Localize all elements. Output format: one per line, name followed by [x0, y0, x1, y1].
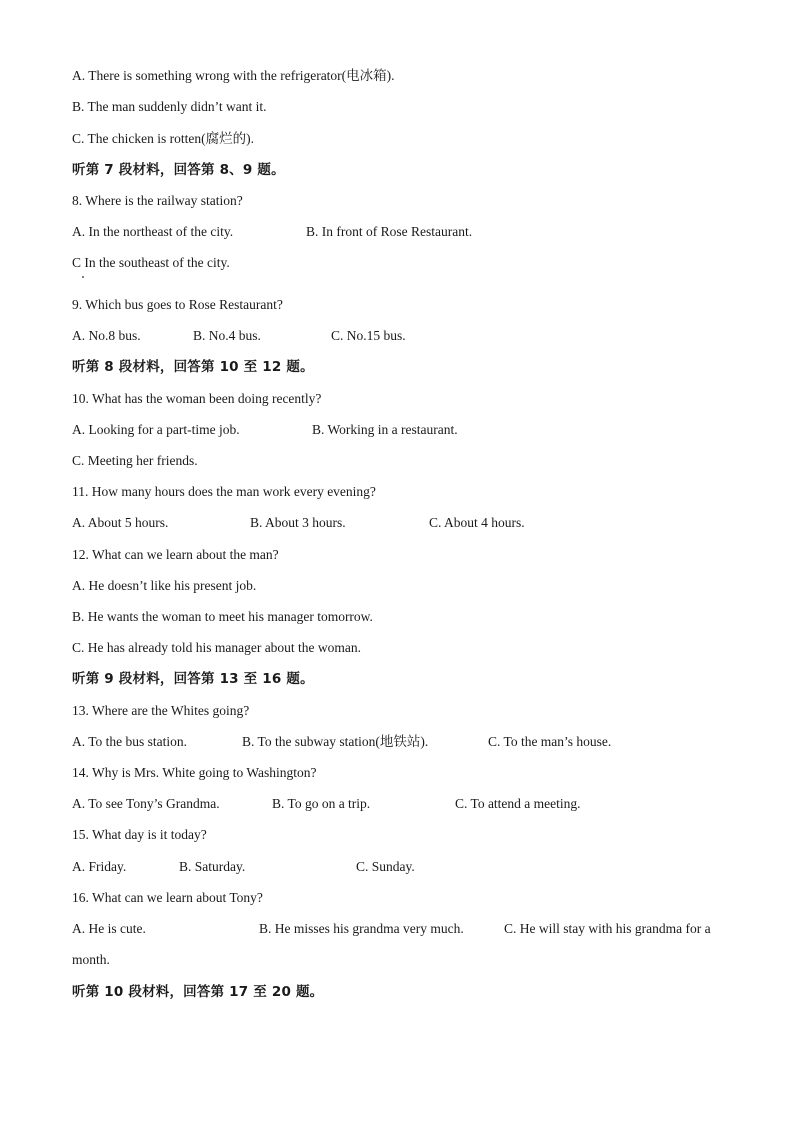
q16-question: 16. What can we learn about Tony?	[72, 890, 263, 905]
q9-option-b: B. No.4 bus.	[193, 328, 261, 343]
q11-question: 11. How many hours does the man work every evening?	[72, 484, 376, 499]
q13-question: 13. Where are the Whites going?	[72, 703, 250, 718]
q8-option-c: C In the southeast of the city.	[72, 255, 230, 270]
q16-option-c: C. He will stay with his grandma for a	[504, 921, 711, 936]
q13-option-c: C. To the man’s house.	[488, 734, 612, 749]
q10-option-b: B. Working in a restaurant.	[312, 422, 458, 437]
q11-option-a: A. About 5 hours.	[72, 515, 169, 530]
q9-question: 9. Which bus goes to Rose Restaurant?	[72, 297, 283, 312]
q9-option-c: C. No.15 bus.	[331, 328, 406, 343]
q9-option-a: A. No.8 bus.	[72, 328, 141, 343]
q15-option-b: B. Saturday.	[179, 859, 246, 874]
q7-option-c: C. The chicken is rotten(腐烂的).	[72, 131, 254, 146]
q12-option-c: C. He has already told his manager about the woman.	[72, 640, 362, 655]
q16-option-b: B. He misses his grandma very much.	[259, 921, 464, 936]
q13-option-a: A. To the bus station.	[72, 734, 188, 749]
q16-option-a: A. He is cute.	[72, 921, 146, 936]
q16-option-c-continued: month.	[72, 952, 110, 967]
q14-question: 14. Why is Mrs. White going to Washington?	[72, 765, 317, 780]
q15-option-a: A. Friday.	[72, 859, 127, 874]
section-heading-8: 听第 8 段材料，回答第 10 至 12 题。	[72, 359, 314, 375]
q7-option-a: A. There is something wrong with the refrigerator(电冰箱).	[72, 68, 395, 83]
q14-option-a: A. To see Tony’s Grandma.	[72, 796, 220, 811]
q13-option-b: B. To the subway station(地铁站).	[242, 734, 429, 749]
q10-option-a: A. Looking for a part-time job.	[72, 422, 240, 437]
q11-option-c: C. About 4 hours.	[429, 515, 525, 530]
section-heading-10: 听第 10 段材料，回答第 17 至 20 题。	[72, 984, 324, 1000]
q8-option-a: A. In the northeast of the city.	[72, 224, 234, 239]
q15-question: 15. What day is it today?	[72, 827, 207, 842]
section-heading-7: 听第 7 段材料，回答第 8、9 题。	[72, 162, 285, 178]
q10-option-c: C. Meeting her friends.	[72, 453, 198, 468]
q12-option-a: A. He doesn’t like his present job.	[72, 578, 257, 593]
q14-option-c: C. To attend a meeting.	[455, 796, 581, 811]
q12-question: 12. What can we learn about the man?	[72, 547, 279, 562]
q12-option-b: B. He wants the woman to meet his manager tomorrow.	[72, 609, 373, 624]
q10-question: 10. What has the woman been doing recently?	[72, 391, 322, 406]
stray-dot	[82, 276, 84, 278]
section-heading-9: 听第 9 段材料，回答第 13 至 16 题。	[72, 671, 314, 687]
q11-option-b: B. About 3 hours.	[250, 515, 346, 530]
q8-question: 8. Where is the railway station?	[72, 193, 243, 208]
q7-option-b: B. The man suddenly didn’t want it.	[72, 99, 267, 114]
q8-option-b: B. In front of Rose Restaurant.	[306, 224, 473, 239]
q15-option-c: C. Sunday.	[356, 859, 415, 874]
q14-option-b: B. To go on a trip.	[272, 796, 371, 811]
